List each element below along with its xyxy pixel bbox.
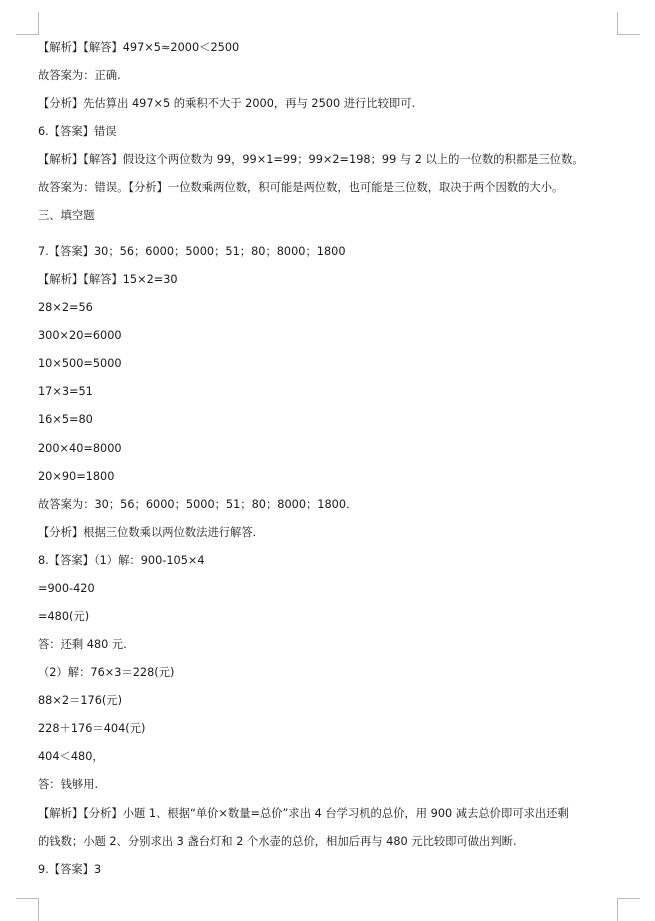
question-answer-line: 8.【答案】（1）解：900-105×4 <box>38 554 205 567</box>
page-corner-mark-bottom-right <box>617 898 640 921</box>
text-line: 【解析】【分析】小题 1、根据“单价×数量=总价”求出 4 台学习机的总价，用 900 减去总价即可求出还剩 <box>38 807 569 820</box>
text-line: 答：钱够用. <box>38 778 99 791</box>
page-corner-mark-top-right <box>617 12 640 35</box>
text-line: 【分析】根据三位数乘以两位数法进行解答. <box>38 526 257 539</box>
equation-line: 20×90=1800 <box>38 470 115 483</box>
text-line: 故答案为：30；56；6000；5000；51；80；8000；1800. <box>38 498 350 511</box>
equation-line: 300×20=6000 <box>38 329 122 342</box>
text-line: 【解析】【解答】497×5≈2000＜2500 <box>38 41 240 54</box>
text-line: 的钱数；小题 2、分别求出 3 盏台灯和 2 个水壶的总价，相加后再与 480 元比较即可做出判断. <box>38 835 517 848</box>
equation-line: =480(元) <box>38 610 90 623</box>
section-heading: 三、填空题 <box>38 209 95 222</box>
equation-line: 404＜480， <box>38 750 104 763</box>
equation-line: 200×40=8000 <box>38 442 122 455</box>
equation-line: 88×2＝176(元) <box>38 694 122 707</box>
text-line: 【解析】【解答】假设这个两位数为 99，99×1=99；99×2=198；99 与 2 以上的一位数的积都是三位数。 <box>38 153 584 166</box>
text-line: 【解析】【解答】15×2=30 <box>38 273 178 286</box>
page-corner-mark-top-left <box>16 12 39 35</box>
equation-line: （2）解：76×3＝228(元) <box>38 666 175 679</box>
text-line: 答：还剩 480 元. <box>38 638 127 651</box>
question-answer-line: 9.【答案】3 <box>38 863 102 876</box>
text-line: 故答案为：错误。【分析】一位数乘两位数，积可能是两位数，也可能是三位数，取决于两个因数的大小。 <box>38 181 564 194</box>
equation-line: 16×5=80 <box>38 413 93 426</box>
question-answer-line: 7.【答案】30；56；6000；5000；51；80；8000；1800 <box>38 245 346 258</box>
equation-line: 10×500=5000 <box>38 357 122 370</box>
question-answer-line: 6.【答案】错误 <box>38 125 117 138</box>
text-line: 故答案为：正确. <box>38 69 121 82</box>
equation-line: =900-420 <box>38 582 95 595</box>
equation-line: 228＋176＝404(元) <box>38 722 146 735</box>
equation-line: 17×3=51 <box>38 385 93 398</box>
text-line: 【分析】先估算出 497×5 的乘积不大于 2000，再与 2500 进行比较即可. <box>38 97 416 110</box>
equation-line: 28×2=56 <box>38 301 93 314</box>
page-corner-mark-bottom-left <box>16 898 39 921</box>
